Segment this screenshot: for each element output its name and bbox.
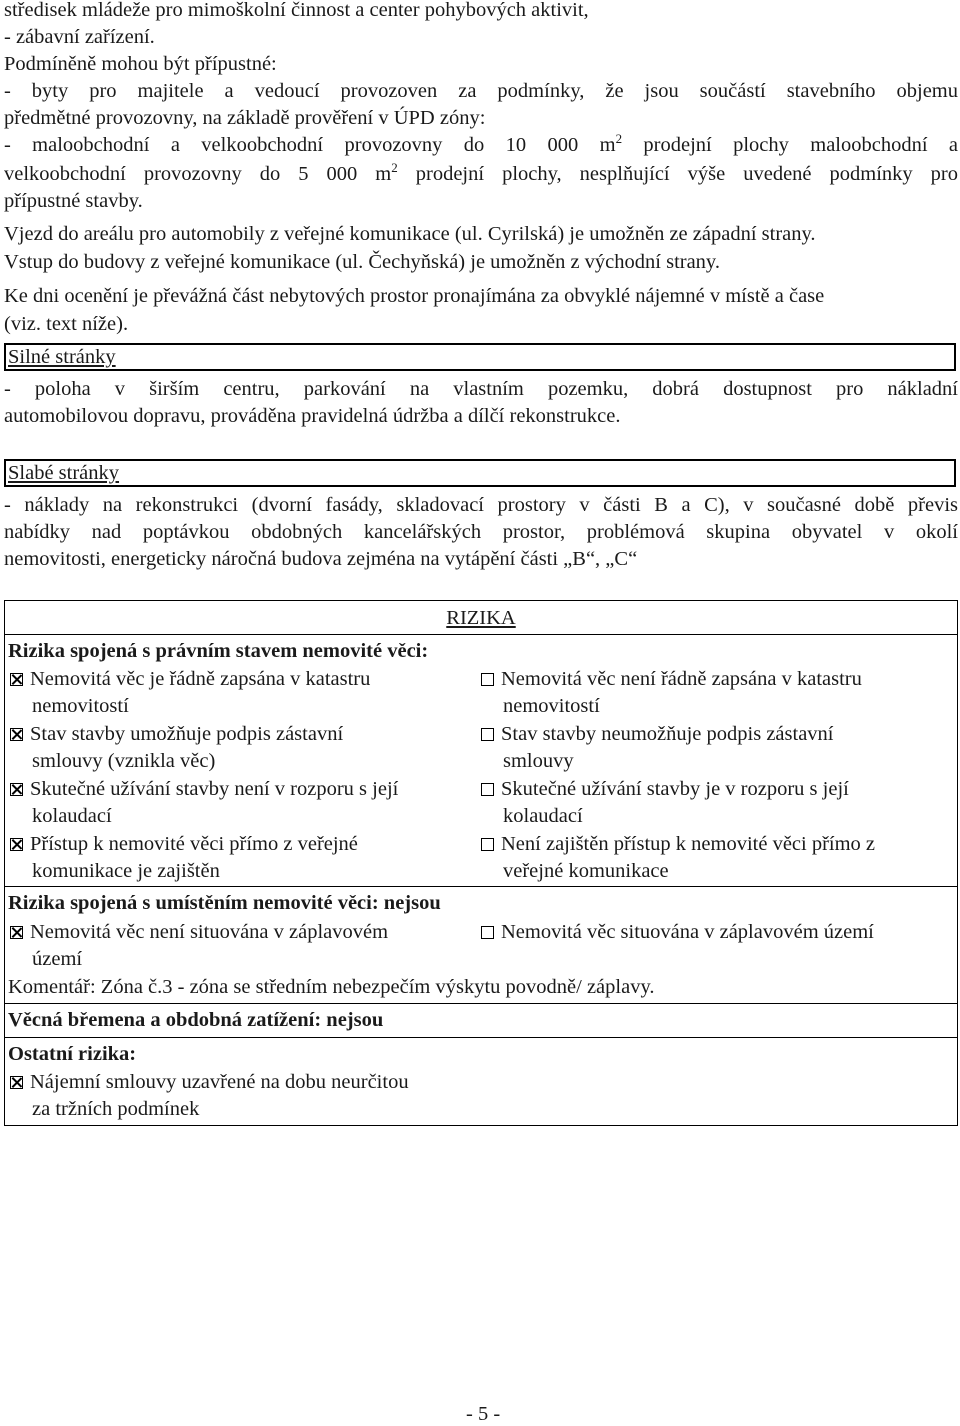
location-right-item	[481, 918, 874, 946]
intro-line-12: (viz. text níže).	[4, 313, 129, 335]
location-left-text: Nemovitá věc není situována v záplavovém	[30, 921, 389, 943]
intro-line-3: Podmíněně mohou být přípustné:	[4, 53, 277, 75]
divider	[5, 1037, 957, 1038]
legal-left-text: Nemovitá věc je řádně zapsána v katastru	[30, 668, 371, 690]
intro-line-9: Vjezd do areálu pro automobily z veřejné komunikace (ul. Cyrilská) je umožněn ze západní strany.	[4, 223, 816, 245]
intro-line-7-text-end: prodejní plochy, nesplňující výše uvedené podmínky pro	[397, 163, 958, 185]
intro-line-6-text: - maloobchodní a velkoobchodní provozovny do 10 000 m	[4, 134, 616, 156]
weaknesses-heading: Slabé stránky	[4, 459, 956, 487]
legal-right-item	[481, 775, 849, 803]
legal-right-text: Stav stavby neumožňuje podpis zástavní	[501, 723, 834, 745]
superscript: 2	[615, 131, 623, 147]
legal-right-item	[481, 830, 875, 858]
legal-left-cont: nemovitostí	[32, 695, 129, 717]
divider	[5, 634, 957, 635]
encumbrances-heading: Věcná břemena a obdobná zatížení: nejsou	[8, 1009, 384, 1031]
location-right-text: Nemovitá věc situována v záplavovém území	[501, 921, 874, 943]
superscript: 2	[391, 160, 398, 176]
legal-right-text: Nemovitá věc není řádně zapsána v katastru	[501, 668, 862, 690]
legal-right-item	[481, 665, 862, 693]
checked-box-icon[interactable]	[10, 838, 23, 851]
legal-left-text: Stav stavby umožňuje podpis zástavní	[30, 723, 344, 745]
legal-right-text: Není zajištěn přístup k nemovité věci přímo z	[501, 833, 876, 855]
risks-title: RIZIKA	[446, 607, 516, 629]
intro-line-7	[4, 160, 958, 188]
intro-line-5: předmětné provozovny, na základě prověření v ÚPD zóny:	[4, 107, 486, 129]
legal-right-cont: veřejné komunikace	[503, 860, 669, 882]
location-comment: Komentář: Zóna č.3 - zóna se středním nebezpečím výskytu povodně/ záplavy.	[8, 976, 655, 998]
intro-line-1: středisek mládeže pro mimoškolní činnost a center pohybových aktivit,	[4, 0, 589, 21]
legal-left-cont: kolaudací	[32, 805, 112, 827]
strengths-heading: Silné stránky	[4, 343, 956, 371]
legal-left-text: Skutečné užívání stavby není v rozporu s její	[30, 778, 399, 800]
weaknesses-line-2: nabídky nad poptávkou obdobných kancelářských prostor, problémová skupina obyvatel v okolí	[4, 521, 958, 543]
strengths-line-2: automobilovou dopravu, prováděna pravidelná údržba a dílčí rekonstrukce.	[4, 405, 621, 427]
legal-right-text: Skutečné užívání stavby je v rozporu s její	[501, 778, 849, 800]
intro-line-4: - byty pro majitele a vedoucí provozoven za podmínky, že jsou součástí stavebního objemu	[4, 80, 958, 102]
page-number: - 5 -	[466, 1403, 501, 1425]
weaknesses-line-3: nemovitosti, energeticky náročná budova zejména na vytápění části „B“, „C“	[4, 548, 638, 570]
legal-right-item	[481, 720, 834, 748]
empty-checkbox-icon[interactable]	[481, 838, 494, 851]
intro-line-11: Ke dni ocenění je převážná část nebytových prostor pronajímána za obvyklé nájemné v místě a čase	[4, 285, 825, 307]
location-left-cont: území	[32, 948, 83, 970]
empty-checkbox-icon[interactable]	[481, 673, 494, 686]
other-risks-heading: Ostatní rizika:	[8, 1043, 137, 1065]
legal-right-cont: kolaudací	[503, 805, 583, 827]
checked-box-icon[interactable]	[10, 728, 23, 741]
other-risk-item	[10, 1068, 409, 1096]
location-risks-heading: Rizika spojená s umístěním nemovité věci: nejsou	[8, 892, 441, 914]
legal-left-cont: smlouvy (vznikla věc)	[32, 750, 216, 772]
empty-checkbox-icon[interactable]	[481, 783, 494, 796]
divider	[5, 1003, 957, 1004]
empty-checkbox-icon[interactable]	[481, 926, 494, 939]
legal-left-text: Přístup k nemovité věci přímo z veřejné	[30, 833, 358, 855]
legal-left-item	[10, 665, 370, 693]
checked-box-icon[interactable]	[10, 926, 23, 939]
other-risk-cont: za tržních podmínek	[32, 1098, 200, 1120]
legal-left-item	[10, 775, 398, 803]
checked-box-icon[interactable]	[10, 673, 23, 686]
intro-line-6	[4, 131, 958, 159]
legal-left-item	[10, 720, 343, 748]
intro-line-10: Vstup do budovy z veřejné komunikace (ul. Čechyňská) je umožněn z východní strany.	[4, 251, 720, 273]
strengths-line-1: - poloha v širším centru, parkování na vlastním pozemku, dobrá dostupnost pro nákladní	[4, 378, 958, 400]
intro-line-8: přípustné stavby.	[4, 190, 143, 212]
intro-line-7-text: velkoobchodní provozovny do 5 000 m	[4, 163, 392, 185]
checked-box-icon[interactable]	[10, 783, 23, 796]
divider	[5, 886, 957, 887]
legal-right-cont: smlouvy	[503, 750, 574, 772]
legal-left-item	[10, 830, 358, 858]
legal-right-cont: nemovitostí	[503, 695, 600, 717]
other-risk-text: Nájemní smlouvy uzavřené na dobu neurčitou	[30, 1071, 409, 1093]
legal-left-cont: komunikace je zajištěn	[32, 860, 220, 882]
risks-box	[4, 600, 958, 1126]
legal-risks-heading: Rizika spojená s právním stavem nemovité věci:	[8, 640, 429, 662]
location-left-item	[10, 918, 388, 946]
weaknesses-line-1: - náklady na rekonstrukci (dvorní fasády, skladovací prostory v části B a C), v současné době převis	[4, 494, 958, 516]
intro-line-6-text-end: prodejní plochy maloobchodní a	[622, 134, 958, 156]
checked-box-icon[interactable]	[10, 1076, 23, 1089]
intro-line-2: - zábavní zařízení.	[4, 26, 155, 48]
empty-checkbox-icon[interactable]	[481, 728, 494, 741]
